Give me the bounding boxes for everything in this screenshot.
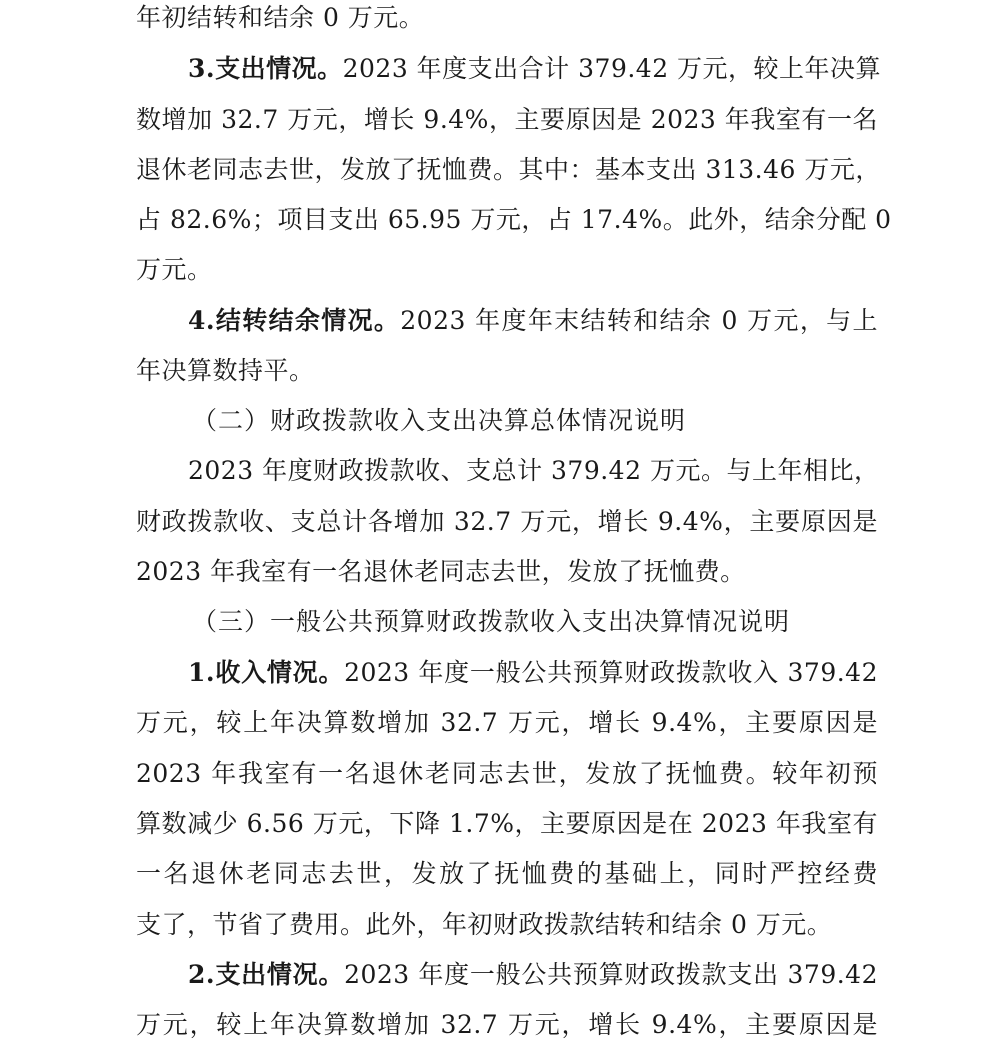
paragraph-text: 2023 年度支出合计 379.42 万元，较上年决算 bbox=[342, 54, 882, 83]
section-heading: （二）财政拨款收入支出决算总体情况说明 bbox=[192, 406, 687, 435]
paragraph-line: 2023 年我室有一名退休老同志去世，发放了抚恤费。较年初预 bbox=[136, 759, 878, 788]
paragraph-line: 万元。 bbox=[136, 255, 213, 284]
paragraph-first-line bbox=[188, 656, 878, 690]
paragraph-line: 财政拨款收、支总计各增加 32.7 万元，增长 9.4%，主要原因是 bbox=[136, 507, 878, 536]
paragraph-line: 数增加 32.7 万元，增长 9.4%，主要原因是 2023 年我室有一名 bbox=[136, 105, 878, 134]
section-heading: （三）一般公共预算财政拨款收入支出决算情况说明 bbox=[192, 607, 791, 636]
paragraph-line: 年决算数持平。 bbox=[136, 356, 315, 385]
paragraph-first-line bbox=[188, 958, 878, 992]
paragraph-first-line bbox=[188, 304, 878, 338]
paragraph-line: 年初结转和结余 0 万元。 bbox=[136, 3, 425, 32]
paragraph-line: 算数减少 6.56 万元，下降 1.7%，主要原因是在 2023 年我室有 bbox=[136, 809, 878, 838]
paragraph-line: 占 82.6%；项目支出 65.95 万元，占 17.4%。此外，结余分配 0 bbox=[136, 205, 892, 234]
paragraph-lead: 4.结转结余情况。 bbox=[188, 306, 401, 335]
paragraph-line: 万元，较上年决算数增加 32.7 万元，增长 9.4%，主要原因是 bbox=[136, 1010, 878, 1039]
paragraph-line: 万元，较上年决算数增加 32.7 万元，增长 9.4%，主要原因是 bbox=[136, 708, 878, 737]
paragraph-line: 退休老同志去世，发放了抚恤费。其中：基本支出 313.46 万元， bbox=[136, 155, 881, 184]
paragraph-text: 2023 年度一般公共预算财政拨款支出 379.42 bbox=[344, 960, 878, 989]
paragraph-first-line bbox=[188, 52, 882, 86]
paragraph-lead: 1.收入情况。 bbox=[188, 658, 345, 687]
paragraph-lead: 2.支出情况。 bbox=[188, 960, 345, 989]
paragraph-text: 2023 年度年末结转和结余 0 万元，与上 bbox=[400, 306, 878, 335]
paragraph-text: 2023 年度一般公共预算财政拨款收入 379.42 bbox=[344, 658, 878, 687]
paragraph-first-line: 2023 年度财政拨款收、支总计 379.42 万元。与上年相比， bbox=[188, 456, 880, 485]
paragraph-line: 支了，节省了费用。此外，年初财政拨款结转和结余 0 万元。 bbox=[136, 910, 833, 939]
paragraph-line: 一名退休老同志去世，发放了抚恤费的基础上，同时严控经费 bbox=[136, 859, 878, 888]
paragraph-lead: 3.支出情况。 bbox=[188, 54, 343, 83]
paragraph-line: 2023 年我室有一名退休老同志去世，发放了抚恤费。 bbox=[136, 557, 746, 586]
